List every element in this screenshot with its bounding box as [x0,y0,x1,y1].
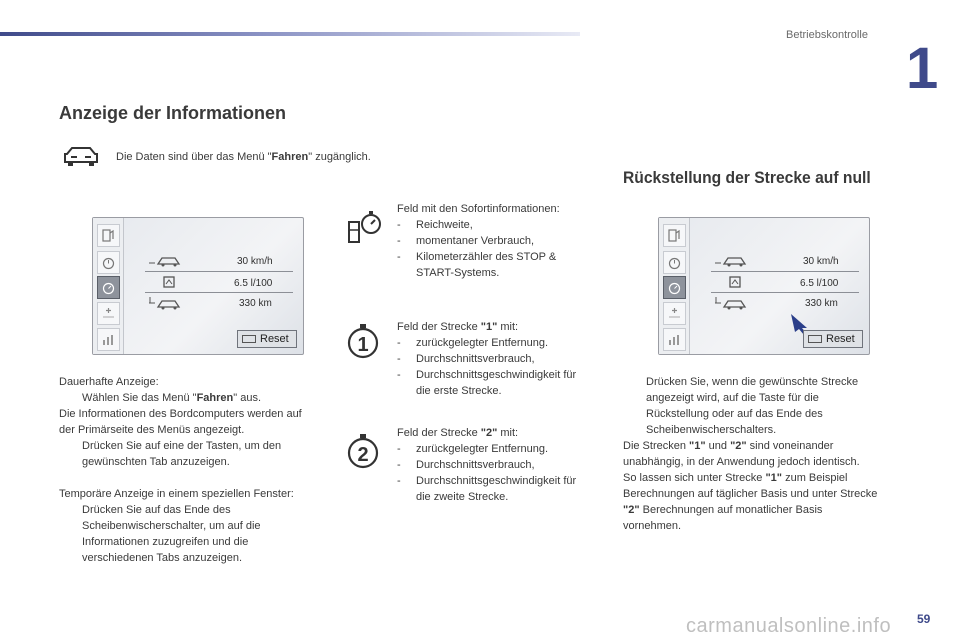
temporary-display-block [59,486,299,566]
trip-1-icon [346,322,380,360]
trip-computer-screen-reset [658,217,870,355]
speed-value: 30 km/h [237,256,273,267]
reset-icon [808,335,822,343]
permanent-display-block [59,374,317,470]
stopwatch-icon [101,255,116,270]
temporary-title: Temporäre Anzeige in einem speziellen Fenster: [59,488,294,500]
row-divider [145,292,293,293]
page-number: 59 [917,612,931,626]
fuel-consumption-icon [728,275,742,289]
range-car-icon [149,254,185,268]
range-value: 330 km [239,298,272,309]
intro-text: Die Daten sind über das Menü "Fahren" zugänglich. [116,151,371,163]
reset-icon [242,335,256,343]
header-gradient-bar [0,32,580,36]
svg-text:2: 2 [357,444,369,466]
list-item: - Durchschnittsverbrauch, [397,457,587,473]
bar-chart-icon [101,332,116,347]
list-item: - Durchschnittsgeschwindigkeit für die zweite Strecke. [397,473,587,505]
reset-instructions [623,374,881,534]
watermark: carmanualsonline.info [686,615,892,637]
chapter-number: 1 [906,36,939,101]
range-car-icon [715,254,751,268]
distance-car-icon [715,295,751,311]
trip-computer-screen [92,217,304,355]
list-item: - zurückgelegter Entfernung. [397,335,587,351]
tab-fuel-button[interactable] [97,224,120,247]
trip-2-block [397,425,587,505]
tab-stats-button[interactable] [663,328,686,351]
list-item: - Kilometerzähler des STOP & START-Systems. [397,249,587,281]
instant-info-title: Feld mit den Sofortinformationen: [397,203,560,215]
reset-paragraph-1: Die Strecken "1" und "2" sind voneinander unabhängig, in der Anwendung jedoch identisch. [623,440,860,468]
trip-2-icon [346,432,380,470]
instant-info-block [397,201,587,281]
fuel-icon [667,228,682,243]
tab-trip-button[interactable] [663,276,686,299]
instruction-step: Wählen Sie das Menü "Fahren" aus. [82,392,262,404]
stopwatch-icon [667,255,682,270]
reset-button[interactable]: Reset [237,330,297,348]
row-divider [711,292,859,293]
trip-1-block [397,319,587,399]
hybrid-icon [667,306,682,321]
row-divider [145,271,293,272]
svg-text:1: 1 [357,334,369,356]
reset-section-title: Rückstellung der Strecke auf null [623,168,871,187]
list-item: - Reichweite, [397,217,587,233]
list-item: - Durchschnittsgeschwindigkeit für die erste Strecke. [397,367,587,399]
permanent-body: Die Informationen des Bordcomputers werden auf der Primärseite des Menüs angezeigt. [59,408,302,436]
page-title: Anzeige der Informationen [59,103,287,123]
reset-paragraph-2: So lassen sich unter Strecke "1" zum Beispiel Berechnungen auf täglicher Basis und unter Strecke "2" Berechnungen auf monatlicher Basis vornehmen. [623,472,878,532]
permanent-title: Dauerhafte Anzeige: [59,376,159,388]
range-value: 330 km [805,298,838,309]
trip-stopwatch-icon [667,280,682,295]
instant-info-icon [347,208,383,246]
consumption-value: 6.5 l/100 [234,278,273,289]
tab-hybrid-button[interactable] [663,302,686,325]
distance-car-icon [149,295,185,311]
tab-fuel-button[interactable] [663,224,686,247]
list-item: - Durchschnittsverbrauch, [397,351,587,367]
trip-1-title: Feld der Strecke "1" mit: [397,321,519,333]
instruction-step: Drücken Sie auf eine der Tasten, um den gewünschten Tab anzuzeigen. [82,440,282,468]
speed-value: 30 km/h [803,256,839,267]
instruction-step: Drücken Sie, wenn die gewünschte Strecke angezeigt wird, auf die Taste für die Rückstellung oder auf das Ende des Scheibenwischerschalters. [646,376,859,436]
trip-2-title: Feld der Strecke "2" mit: [397,427,519,439]
tab-hybrid-button[interactable] [97,302,120,325]
tab-trip-button[interactable] [97,276,120,299]
fuel-icon [101,228,116,243]
hybrid-icon [101,306,116,321]
chapter-label: Betriebskontrolle [786,29,868,41]
tab-stats-button[interactable] [97,328,120,351]
bar-chart-icon [667,332,682,347]
tab-timer-button[interactable] [97,251,120,274]
car-dashboard-icon [63,144,99,168]
fuel-consumption-icon [162,275,176,289]
screen-tab-column [93,218,124,354]
list-item: - momentaner Verbrauch, [397,233,587,249]
list-item: - zurückgelegter Entfernung. [397,441,587,457]
screen-tab-column [659,218,690,354]
reset-button[interactable]: Reset [803,330,863,348]
instruction-step: Drücken Sie auf das Ende des Scheibenwischerschalter, um auf die Informationen zuzugreifen und die verschiedenen Tabs anzuzeigen. [82,504,261,564]
consumption-value: 6.5 l/100 [800,278,839,289]
tab-timer-button[interactable] [663,251,686,274]
trip-stopwatch-icon [101,280,116,295]
row-divider [711,271,859,272]
